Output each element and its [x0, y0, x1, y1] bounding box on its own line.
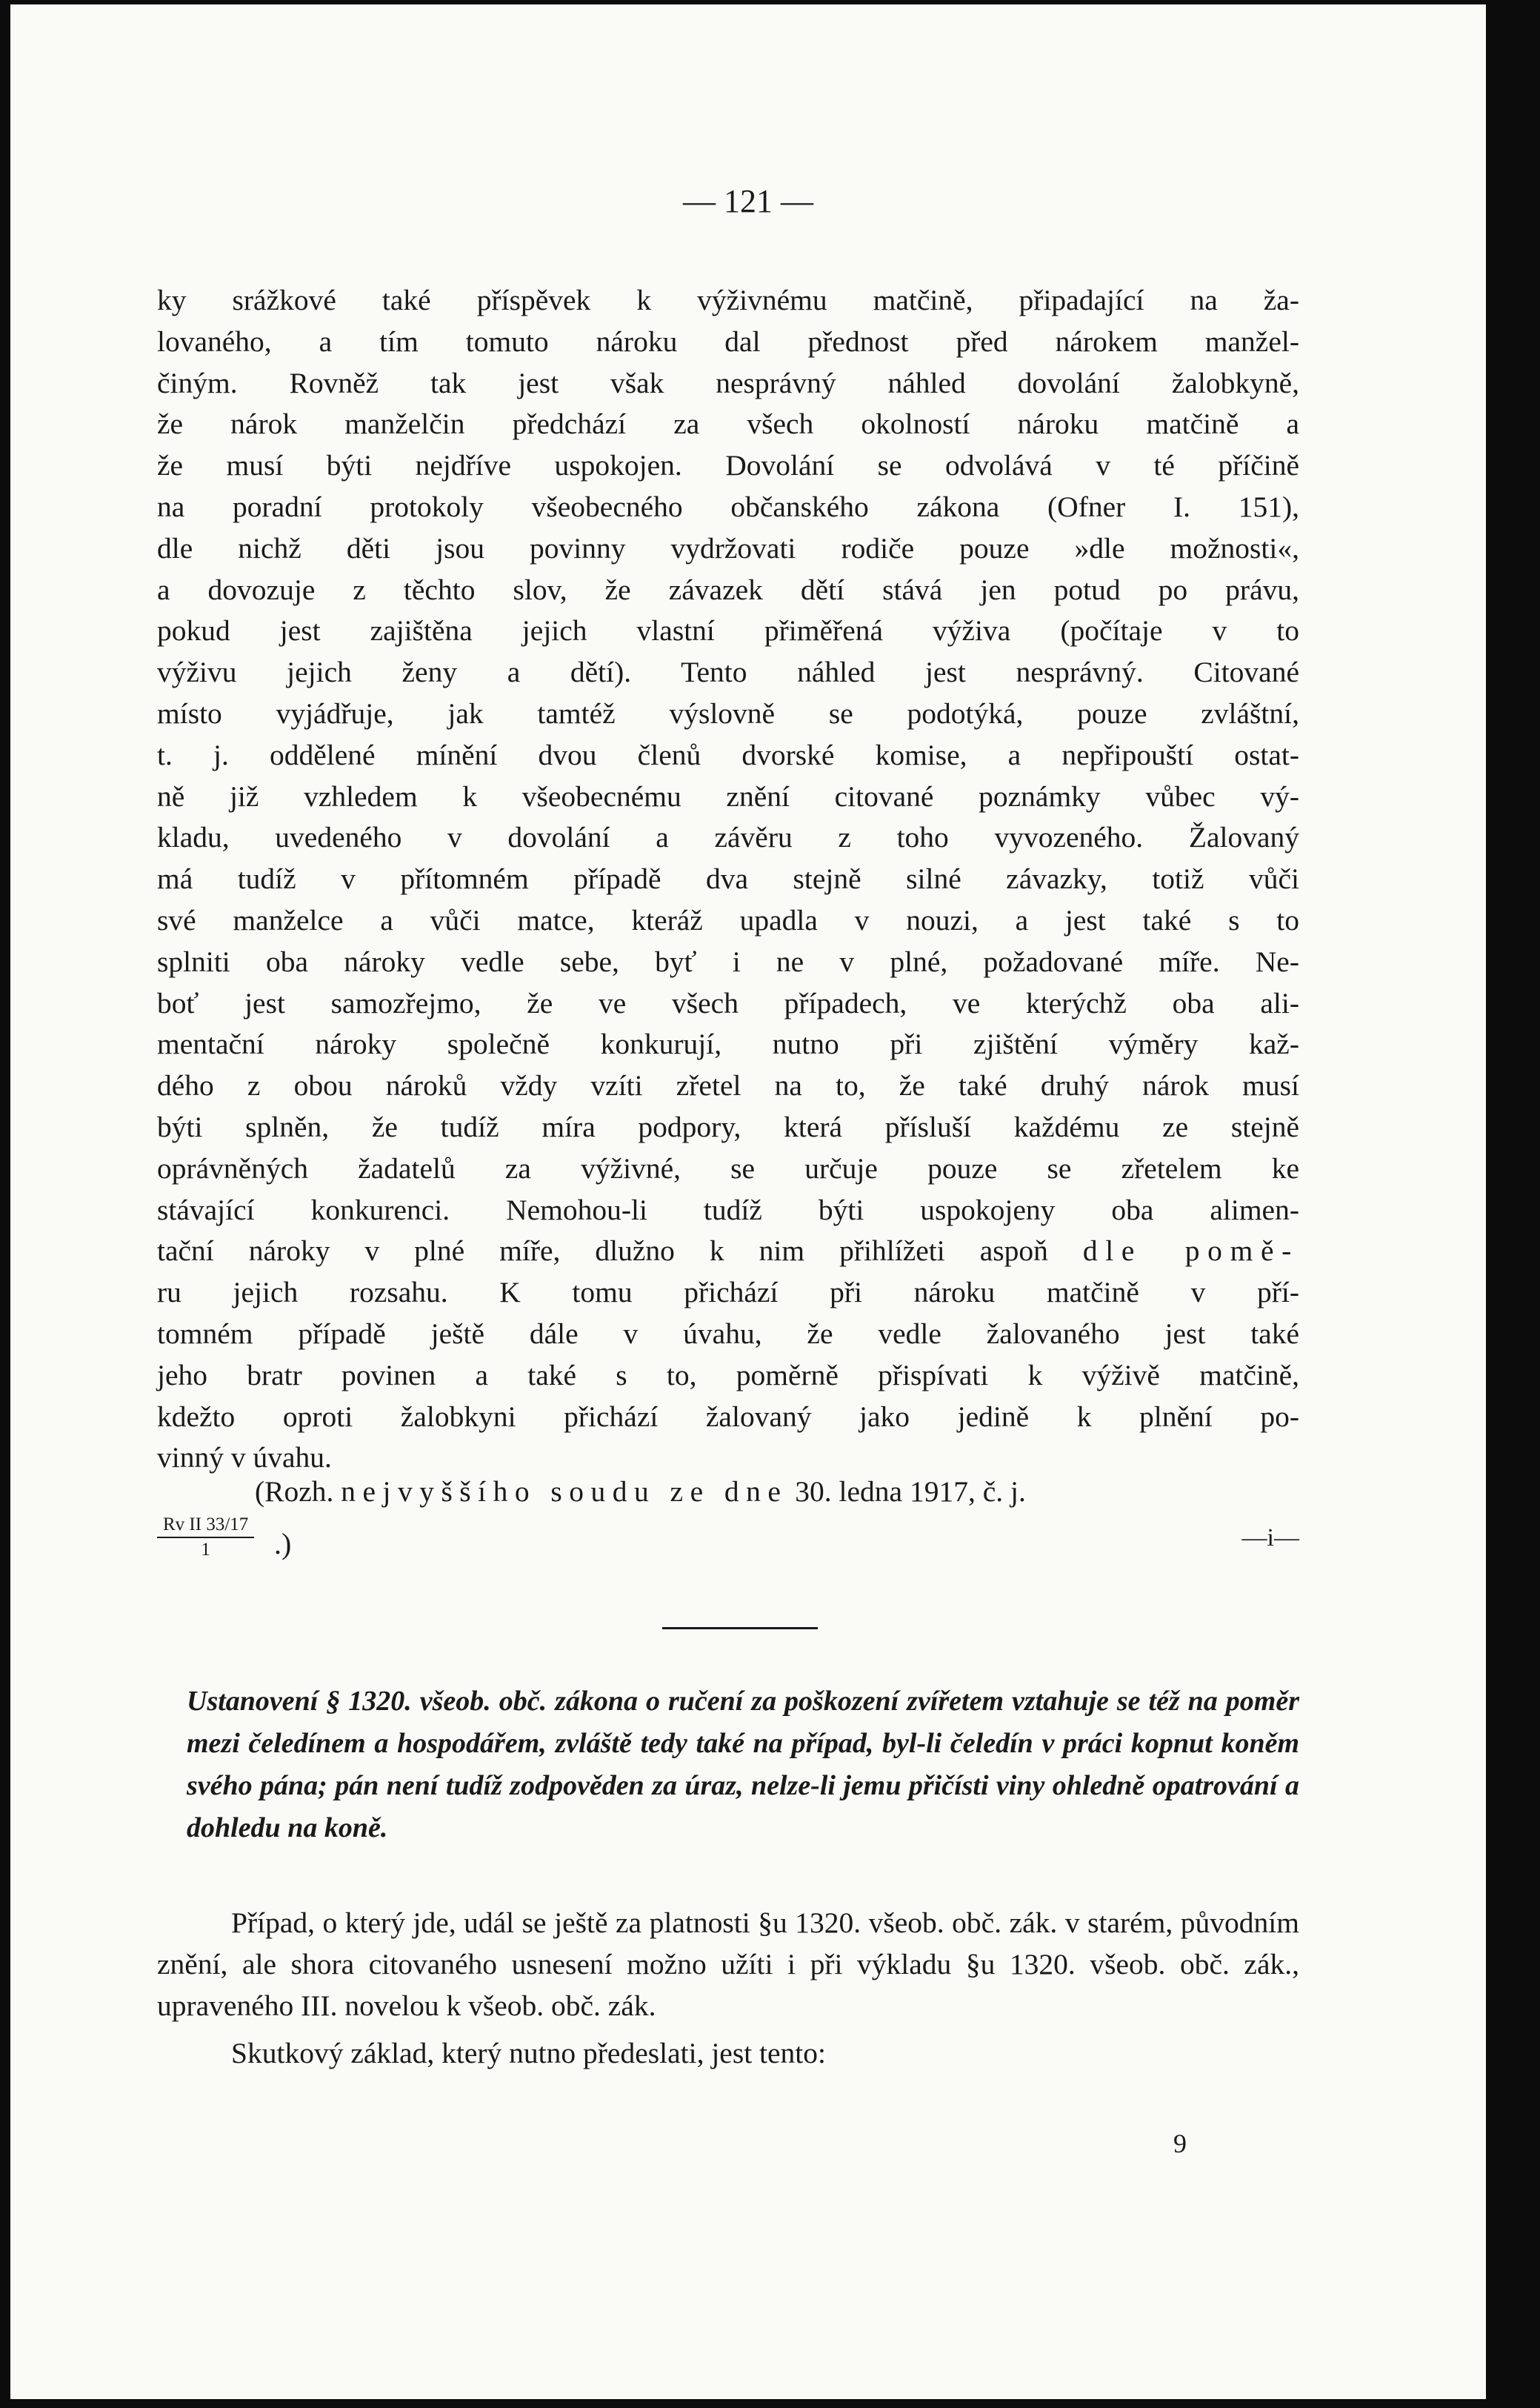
text-line: kladu, uvedeného v dovolání a závěru z toho vyvozeného. Žalovaný: [157, 821, 1299, 854]
text-line: pokud jest zajištěna jejich vlastní přiměřená výživa (počítaje v to: [157, 614, 1299, 648]
text-line: oprávněných žadatelů za výživné, se určuje pouze se zřetelem ke: [157, 1151, 1299, 1185]
section-divider: [662, 1627, 818, 1629]
emphasized-phrase: dle pomě-: [1082, 1234, 1300, 1268]
text-line: jeho bratr povinen a také s to, poměrně přispívati k výživě matčině,: [157, 1358, 1299, 1391]
text-line: mentační nároky společně konkurují, nutno při zjištění výměry kaž-: [157, 1028, 1299, 1061]
citation-court: nejvyššího soudu ze dne: [341, 1475, 788, 1508]
text-line: že nárok manželčin předchází za všech okolností nároku matčině a: [157, 408, 1299, 441]
text-line: [157, 1272, 1299, 1314]
body-paragraph: Případ, o který jde, udál se ještě za platnosti §u 1320. všeob. obč. zák. v starém, původním znění, ale shora citovaného usnesení možno užíti i při výkladu §u 1320. všeob. obč. zák., upraveného III. novelou k všeob. obč. zák.: [157, 1906, 1299, 2022]
fraction-denominator: 1: [201, 1540, 210, 1560]
citation-prefix: (Rozh.: [255, 1475, 334, 1508]
text-line: boť jest samozřejmo, že ve všech případech, ve kterýchž oba ali-: [157, 986, 1299, 1020]
text-line: své manželce a vůči matce, kteráž upadla v nouzi, a jest také s to: [157, 903, 1299, 937]
text-line: výživu jejich ženy a dětí). Tento náhled jest nesprávný. Citované: [157, 656, 1299, 689]
text-fragment: ru jejich rozsahu. K tomu přichází při nároku matčině v pří-: [157, 1276, 1299, 1309]
text-fragment: tační nároky v plné míře, dlužno k nim přihlížeti aspoň: [157, 1234, 1048, 1268]
author-signature: —i—: [1241, 1524, 1299, 1551]
text-line: a dovozuje z těchto slov, že závazek dětí stává jen potud po právu,: [157, 573, 1299, 606]
fraction-numerator: Rv II 33/17: [157, 1514, 254, 1538]
text-line: tomném případě ještě dále v úvahu, že vedle žalovaného jest také: [157, 1317, 1299, 1350]
document-page: [10, 4, 1486, 2399]
decision-citation: [157, 1471, 1299, 1560]
citation-line: [157, 1471, 1299, 1512]
citation-close: .): [274, 1527, 292, 1560]
text-line: t. j. oddělené mínění dvou členů dvorské komise, a nepřipouští ostat-: [157, 738, 1299, 771]
text-line: vinný v úvahu.: [157, 1441, 332, 1474]
text-line: býti splněn, že tudíž míra podpory, která přísluší každému ze stejně: [157, 1110, 1299, 1143]
text-line: splniti oba nároky vedle sebe, byť i ne v plné, požadované míře. Ne-: [157, 945, 1299, 978]
text-line: stávající konkurenci. Nemohou-li tudíž býti uspokojeny oba alimen-: [157, 1193, 1299, 1226]
printer-signature-mark: 9: [1173, 2129, 1187, 2158]
body-paragraph: Skutkový základ, který nutno předeslati, jest tento:: [231, 2037, 826, 2069]
text-line: [157, 1231, 1299, 1272]
text-line: má tudíž v přítomném případě dva stejně silné závazky, totiž vůči: [157, 862, 1299, 896]
text-line: dle nichž děti jsou povinny vydržovati rodiče pouze »dle možnosti«,: [157, 531, 1299, 565]
text-line: kdežto oproti žalobkyni přichází žalovaný jako jedině k plnění po-: [157, 1400, 1299, 1433]
text-line: na poradní protokoly všeobecného občanského zákona (Ofner I. 151),: [157, 490, 1299, 523]
citation-date: 30. ledna 1917, č. j.: [795, 1475, 1026, 1508]
citation-reference-fraction: [157, 1514, 254, 1560]
headnote: Ustanovení § 1320. všeob. obč. zákona o ručení za poškození zvířetem vztahuje se též na poměr mezi čeledínem a hospodářem, zvláště tedy také na případ, byl-li čeledín v práci kopnut koněm svého pána; pán není tudíž zodpověden za úraz, nelze-li jemu přičísti viny ohledně opatrování a dohledu na koně.: [187, 1686, 1299, 1843]
text-line: lovaného, a tím tomuto nároku dal přednost před nárokem manžel-: [157, 325, 1299, 358]
text-line: ně již vzhledem k všeobecnému znění citované poznámky vůbec vý-: [157, 779, 1299, 813]
body-paragraph: [157, 280, 1299, 1479]
text-line: ky srážkové také příspěvek k výživnému matčině, připadající na ža-: [157, 284, 1299, 316]
page-number: — 121 —: [683, 183, 813, 219]
text-line: dého z obou nároků vždy vzíti zřetel na to, že také druhý nárok musí: [157, 1069, 1299, 1102]
text-line: že musí býti nejdříve uspokojen. Dovolání se odvolává v té příčině: [157, 449, 1299, 482]
text-line: činým. Rovněž tak jest však nesprávný náhled dovolání žalobkyně,: [157, 366, 1299, 399]
text-line: místo vyjádřuje, jak tamtéž výslovně se podotýká, pouze zvláštní,: [157, 696, 1299, 730]
